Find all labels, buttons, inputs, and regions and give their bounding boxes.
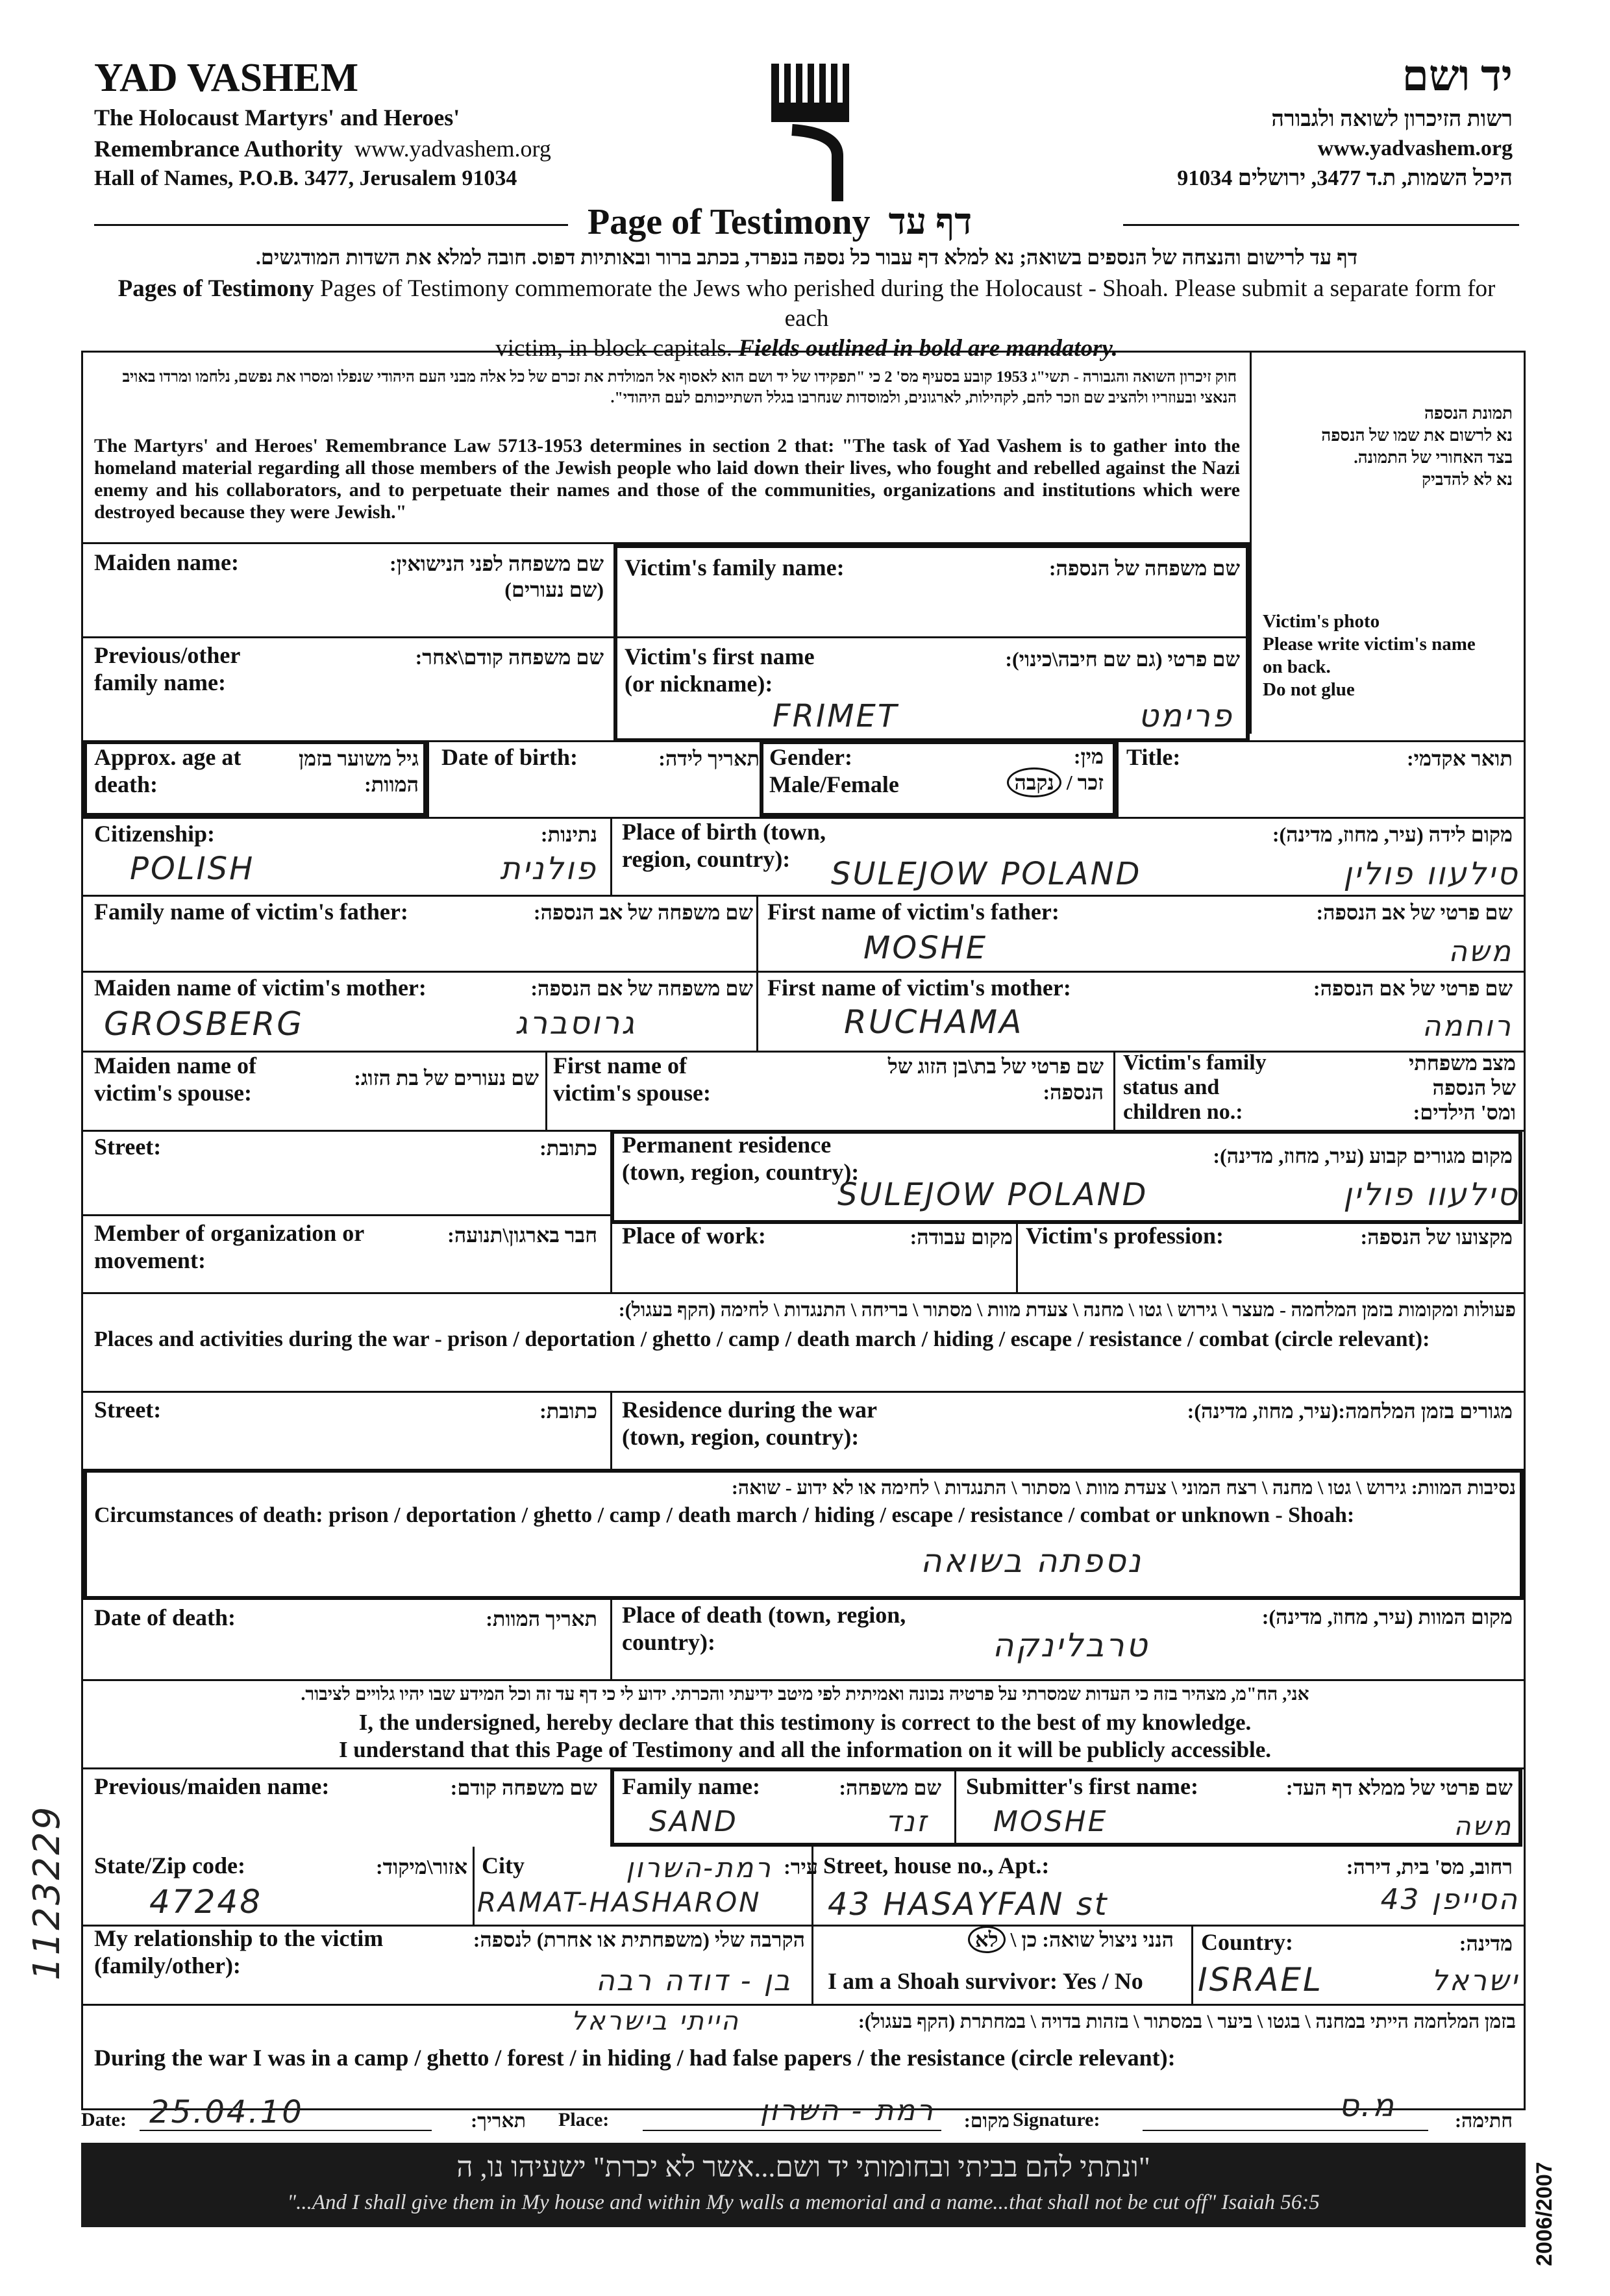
age-label: Approx. age at death: — [94, 744, 242, 797]
family-name-label-he: שם משפחה של הנספה: — [1048, 556, 1240, 580]
dob-label-he: תאריך לידה: — [658, 747, 760, 770]
declaration-he: אני, הח"מ, מצהיר בזה כי העדות שמסרתי על פרטיה נכונה ואמיתית לפי מיטב ידיעתי והכרתי. ידוע לי כי דף עד זה וכל המידע שבו יהיו גלויים לציבור. — [301, 1684, 1309, 1704]
submitter-prev-label: Previous/maiden name: — [94, 1773, 330, 1799]
row-rule — [81, 1679, 1526, 1681]
footer-quote-band — [81, 2143, 1526, 2227]
row-rule — [81, 971, 1526, 973]
city-value[interactable]: RAMAT-HASHARON — [477, 1886, 762, 1918]
dod-label: Date of death: — [94, 1604, 236, 1630]
street-label: Street: — [94, 1134, 162, 1160]
mother-maiden-label: Maiden name of victim's mother: — [94, 975, 427, 1001]
org-subtitle-2: Remembrance Authority www.yadvashem.org — [94, 136, 551, 162]
pod-label-he: מקום המוות (עיר, מחוז, מדינה): — [1261, 1605, 1513, 1628]
spouse-first-label-he: שם פרטי של בת\בן הזוג של הנספה: — [887, 1054, 1104, 1104]
father-first-value-he[interactable]: משה — [1448, 935, 1513, 968]
death-circumstances-label-he: נסיבות המוות: גירוש \ גטו \ מחנה \ רצח המוני \ צעדת מוות \ מסתור \ התנגדות \ לחימה או לא ידוע - שואה: — [731, 1477, 1516, 1499]
signature-line — [1143, 2130, 1428, 2131]
war-residence-label-he: מגורים בזמן המלחמה:(עיר, מחוז, מדינה): — [1187, 1399, 1513, 1423]
pob-label-he: מקום לידה (עיר, מחוז, מדינה): — [1272, 823, 1513, 846]
title-rule-left — [94, 224, 568, 226]
country-value[interactable]: ISRAEL — [1198, 1961, 1323, 1999]
col-rule — [1191, 1925, 1193, 2004]
page-title: Page of Testimony דף עד — [588, 202, 972, 242]
age-label-he: גיל משוער בזמן המוות: — [298, 747, 419, 796]
row-rule — [81, 2004, 1526, 2006]
pob-label: Place of birth (town, region, country): — [622, 819, 826, 872]
declaration-en: I, the undersigned, hereby declare that this testimony is correct to the best of my knowledge. I understand that this Page of Testimony and all the information on it will be publicly accessible. — [338, 1710, 1272, 1762]
mother-maiden-value-he[interactable]: גרוסברג — [515, 1005, 636, 1042]
place-label-he: מקום: — [963, 2110, 1009, 2132]
country-label: Country: — [1201, 1929, 1293, 1955]
form-version-code: 2006/2007 — [1532, 2162, 1557, 2266]
death-circumstances-label: Circumstances of death: prison / deportation / ghetto / camp / death march / hiding / escape / resistance / combat or unknown - Shoah: — [94, 1503, 1355, 1527]
first-name-label: Victim's first name (or nickname): — [625, 643, 815, 697]
residence-value-he[interactable]: סילעוו פולין — [1343, 1177, 1519, 1213]
col-rule — [1117, 740, 1119, 817]
org-subtitle-he: רשות הזיכרון לשואה ולגבורה — [1271, 107, 1513, 131]
org-subtitle-1: The Holocaust Martyrs' and Heroes' — [94, 105, 460, 131]
col-rule — [1113, 1051, 1115, 1130]
family-status-label: Victim's family status and children no.: — [1123, 1051, 1267, 1124]
row-rule — [81, 1051, 1526, 1053]
photo-instructions-en: Victim's photo Please write victim's name on back. Do not glue — [1263, 611, 1476, 700]
first-name-value-he[interactable]: פרימט — [1138, 698, 1233, 734]
mother-first-value-he[interactable]: רוחמה — [1422, 1010, 1513, 1043]
country-label-he: מדינה: — [1459, 1932, 1513, 1955]
work-label-he: מקום עבודה: — [910, 1225, 1013, 1249]
col-rule — [811, 1847, 813, 1925]
mother-first-value[interactable]: RUCHAMA — [844, 1003, 1024, 1041]
citizenship-label: Citizenship: — [94, 821, 216, 847]
yad-vashem-logo — [766, 58, 857, 208]
father-first-label: First name of victim's father: — [767, 899, 1059, 925]
country-value-he[interactable]: ישראל — [1431, 1964, 1519, 1997]
title-label-he: תואר אקדמי: — [1406, 747, 1513, 770]
citizenship-value-he[interactable]: פולנית — [500, 851, 597, 887]
org-address-en: Hall of Names, P.O.B. 3477, Jerusalem 91034 — [94, 166, 517, 190]
law-he: חוק זיכרון השואה והגבורה - תשי"ג 1953 קובע בסעיף מס' 2 כי "תפקידו של יד ושם הוא לאסוף אל המולדת את זכרם של כל אלה מבני העם היהודי שנפלו ומסרו את נפשם, נלחמו ומרדו באויב הנאצי ובעוזריו ולהציב שם וזכר להם, לקהילות, לארגונים, ולמוסדות שנחרבו בגלל השתייכותם לעם היהודי". — [122, 369, 1237, 406]
place-label: Place: — [558, 2109, 610, 2130]
survivor-label-he: הנני ניצול שואה: כן \ לא — [823, 1927, 1174, 1953]
war-street-label: Street: — [94, 1397, 162, 1423]
photo-divider — [1250, 351, 1252, 734]
city-label-he: עיר: — [784, 1855, 818, 1878]
submitter-family-value-he[interactable]: זנד — [886, 1805, 928, 1838]
title-label: Title: — [1126, 744, 1181, 770]
date-label: Date: — [81, 2109, 127, 2130]
submitter-first-label: Submitter's first name: — [966, 1773, 1198, 1799]
spouse-first-label: First name of victim's spouse: — [553, 1053, 711, 1106]
maiden-name-label: Maiden name: — [94, 549, 239, 575]
street-label-he: כתובת: — [539, 1136, 597, 1160]
footer-quote-he: "ונתתי להם בביתי ובחומותי יד ושם...אשר לא יכרת" ישעיהו נו, ה — [456, 2151, 1150, 2183]
citizenship-label-he: נתינות: — [540, 823, 597, 846]
pob-value-he[interactable]: סילעוו פולין — [1343, 856, 1519, 892]
submitter-street-value-he[interactable]: הסייפן 43 — [1380, 1883, 1519, 1916]
col-rule — [613, 542, 615, 740]
pod-value[interactable]: טרבלינקה — [992, 1627, 1149, 1664]
family-name-label: Victim's family name: — [625, 555, 845, 580]
gender-label: Gender: Male/Female — [769, 744, 899, 797]
law-en: The Martyrs' and Heroes' Remembrance Law 5713-1953 determines in section 2 that: "The task of Yad Vashem is to gather into the homeland material regarding all those members of the Jewish people who laid down their lives, who fought and rebelled against the Nazi enemy and his collaborators, and to perpetuate their names and those of the communities, organizations and institutions which were destroyed because they were Jewish." — [94, 435, 1240, 523]
state-zip-label: State/Zip code: — [94, 1853, 245, 1878]
submitter-family-label-he: שם משפחה: — [839, 1776, 941, 1799]
col-rule — [610, 1214, 612, 1292]
signature-label: Signature: — [1013, 2109, 1100, 2130]
residence-value[interactable]: SULEJOW POLAND — [837, 1177, 1148, 1213]
work-label: Place of work: — [622, 1223, 766, 1249]
submitter-street-label-he: רחוב, מס' בית, דירה: — [1346, 1855, 1513, 1878]
row-rule — [81, 1292, 1526, 1294]
father-family-label: Family name of victim's father: — [94, 899, 408, 925]
residence-label-he: מקום מגורים קבוע (עיר, מחוז, מדינה): — [1213, 1144, 1513, 1167]
org-name-en: YAD VASHEM — [94, 56, 359, 100]
submitter-street-label: Street, house no., Apt.: — [823, 1853, 1050, 1878]
state-zip-label-he: אזור\מיקוד: — [376, 1855, 467, 1878]
col-rule — [756, 895, 758, 1051]
intro-he: דף עד לרישום והנצחה של הנספים בשואה; נא למלא דף עבור כל נספה בנפרד, בכתב ברור ובאותיות דפוס. חובה למלא את השדות המודגשים. — [255, 245, 1358, 269]
date-value[interactable]: 25.04.10 — [149, 2094, 304, 2130]
prev-family-name-label: Previous/other family name: — [94, 642, 241, 695]
prev-family-name-label-he: שם משפחה קודם\אחר: — [415, 645, 604, 669]
submitter-prev-label-he: שם משפחה קודם: — [450, 1776, 597, 1799]
first-name-value[interactable]: FRIMET — [773, 698, 899, 734]
date-label-he: תאריך: — [471, 2110, 526, 2132]
first-name-label-he: שם פרטי (גם שם חיבה\כינוי): — [1005, 647, 1240, 671]
row-rule — [81, 636, 1250, 638]
mother-first-label: First name of victim's mother: — [767, 975, 1071, 1001]
signature-value[interactable]: מ.ס — [1338, 2088, 1396, 2124]
war-street-label-he: כתובת: — [539, 1399, 597, 1423]
mother-maiden-value[interactable]: GROSBERG — [104, 1005, 304, 1043]
row-rule — [81, 1391, 1526, 1393]
org-name-he: יד ושם — [1402, 53, 1513, 100]
father-first-value[interactable]: MOSHE — [863, 930, 988, 966]
gender-label-he: מין: זכר / נקבה — [974, 743, 1104, 795]
col-rule — [427, 740, 429, 817]
relationship-label-he: הקרבה שלי (משפחתית או אחרת) לנספה: — [473, 1928, 805, 1951]
place-line — [643, 2130, 941, 2131]
camp-label-he: בזמן המלחמה הייתי במחנה \ בגטו \ ביער \ במסתור \ בזהות בדויה \ במחתרת (הקף בעגול): — [858, 2011, 1516, 2032]
relationship-label: My relationship to the victim (family/other): — [94, 1925, 384, 1978]
col-rule — [811, 1925, 813, 2004]
spouse-maiden-label-he: שם נעורים של בת הזוג: — [354, 1066, 539, 1090]
intro-en: Pages of Testimony Pages of Testimony commemorate the Jews who perished during the Holocaust - Shoah. Please submit a separate form for each victim, in block capitals. Fields outlined in bold are mandatory. — [118, 275, 1496, 362]
submitter-street-value[interactable]: 43 HASAYFAN st — [828, 1886, 1109, 1923]
death-circumstances-value[interactable]: נספתה בשואה — [920, 1542, 1143, 1580]
survivor-label: I am a Shoah survivor: Yes / No — [828, 1968, 1143, 1994]
residence-label: Permanent residence (town, region, country): — [622, 1132, 860, 1185]
photo-instructions-he: תמונת הנספה נא לרשום את שמו של הנספה בצד האחורי של התמונה. נא לא להדביק — [1321, 404, 1513, 489]
org-address-he: היכל השמות, ת.ד 3477, ירושלים 91034 — [1177, 166, 1513, 190]
dob-label: Date of birth: — [441, 744, 578, 770]
maiden-name-label-he: שם משפחה לפני הנישואין: (שם נעורים) — [390, 552, 604, 601]
relationship-value[interactable]: בן - דודה רבה — [595, 1964, 792, 1997]
col-rule — [610, 1600, 612, 1679]
title-rule-right — [1123, 224, 1519, 226]
family-status-label-he: מצב משפחתי של הנספה ומס' הילדים: — [1408, 1051, 1516, 1124]
activities-label-he: פעולות ומקומות בזמן המלחמה - מעצר \ גירוש \ גטו \ מחנה \ צעדת מוות \ מסתור \ בריחה \ התנגדות \ לחימה (הקף בעגול): — [618, 1299, 1516, 1321]
state-zip-value[interactable]: 47248 — [149, 1883, 263, 1921]
submitter-family-value[interactable]: SAND — [649, 1805, 738, 1838]
row-rule — [81, 1214, 610, 1216]
submitter-first-value[interactable]: MOSHE — [993, 1805, 1108, 1838]
col-rule — [1016, 1224, 1018, 1292]
father-first-label-he: שם פרטי של אב הנספה: — [1316, 901, 1513, 924]
organization-label: Member of organization or movement: — [94, 1220, 365, 1273]
city-value-he[interactable]: רמת-השרון — [626, 1852, 773, 1884]
family-name-field[interactable] — [625, 588, 1235, 633]
col-rule — [610, 1391, 612, 1469]
war-residence-label: Residence during the war (town, region, country): — [622, 1397, 877, 1450]
col-rule — [545, 1051, 547, 1130]
footer-quote-en: "...And I shall give them in My house and within My walls a memorial and a name...that shall not be cut off" Isaiah 56:5 — [287, 2191, 1320, 2214]
org-website-he: www.yadvashem.org — [1317, 136, 1513, 160]
activities-label: Places and activities during the war - prison / deportation / ghetto / camp / death march / hiding / escape / resistance / combat (circle relevant): — [94, 1327, 1430, 1351]
pod-label: Place of death (town, region, country): — [622, 1602, 906, 1655]
citizenship-value[interactable]: POLISH — [130, 851, 255, 887]
city-label: City — [482, 1853, 525, 1878]
place-value[interactable]: רמת - השרון — [760, 2094, 935, 2127]
profession-label: Victim's profession: — [1026, 1223, 1224, 1249]
margin-number: 1123229 — [26, 1804, 68, 1980]
organization-label-he: חבר בארגון\תנועה: — [447, 1223, 597, 1247]
profession-label-he: מקצועו של הנספה: — [1360, 1225, 1513, 1249]
dod-label-he: תאריך המוות: — [486, 1607, 597, 1630]
pob-value[interactable]: SULEJOW POLAND — [831, 856, 1142, 892]
mother-first-label-he: שם פרטי של אם הנספה: — [1313, 977, 1513, 1000]
signature-label-he: חתימה: — [1455, 2110, 1513, 2132]
col-rule — [473, 1847, 475, 1925]
submitter-first-label-he: שם פרטי של ממלא דף העד: — [1285, 1776, 1513, 1799]
submitter-first-value-he[interactable]: משה — [1454, 1812, 1513, 1841]
col-rule — [610, 817, 612, 895]
submitter-family-label: Family name: — [622, 1773, 760, 1799]
camp-label: During the war I was in a camp / ghetto / forest / in hiding / had false papers / the resistance (circle relevant): — [94, 2045, 1176, 2071]
camp-value[interactable]: הייתי בישראל — [571, 2006, 740, 2036]
spouse-maiden-label: Maiden name of victim's spouse: — [94, 1053, 256, 1106]
father-family-label-he: שם משפחה של אב הנספה: — [533, 901, 753, 924]
mother-maiden-label-he: שם משפחה של אם הנספה: — [530, 977, 753, 1000]
col-rule — [954, 1767, 956, 1847]
row-rule — [81, 895, 1526, 897]
